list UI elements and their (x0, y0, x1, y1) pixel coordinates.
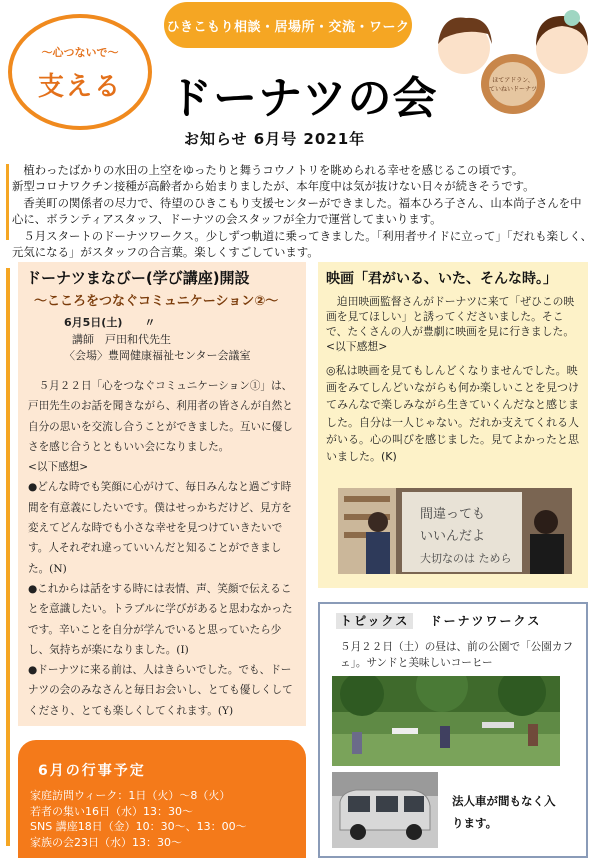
schedule-item: SNS 講座18日（金）10：30〜、13：00〜 (30, 820, 247, 833)
intro-section (12, 162, 592, 260)
logo-subtitle: 〜心つないで〜 (41, 46, 119, 59)
tagline-banner: ひきこもり相談・居場所・交流・ワーク (164, 2, 412, 48)
movie-intro: 迫田映画監督さんがドーナツに来て「ぜひこの映画を見てほしい」と誘ってくださいました。そこで、たくさんの人が豊劇に映画を見に行きました。<以下感想> (326, 295, 575, 353)
topics-label: トピックス (336, 613, 413, 629)
intro-accent-bar (6, 164, 9, 240)
poster-text-3: 大切なのは ためら (420, 552, 512, 565)
left-accent-rule (6, 268, 10, 846)
manabi-body (28, 376, 300, 721)
park-cafe-photo (332, 676, 560, 766)
intro-paragraph-2: 新型コロナワクチン接種が高齢者から始まりましたが、本年度中は気が抜けない日々が続きそうです。 (12, 179, 535, 194)
manabi-lecturer: 講師 戸田和代先生 (72, 333, 171, 346)
logo-main-text: 支える (37, 72, 122, 102)
intro-paragraph-4: ５月スタートのドーナツワークス。少しずつ軌道に乗ってきました。「利用者サイドに立って」「だれも楽しく、元気になる」がスタッフの合言葉。楽しくすごしています。 (12, 228, 593, 260)
mascot-donut-text: ほてアドラン、 (492, 77, 534, 84)
schedule-list (30, 788, 300, 850)
car-caption: 法人車が間もなく入ります。 (452, 794, 556, 830)
manabi-venue: 〈会場〉豊岡健康福祉センター会議室 (64, 349, 251, 362)
topics-body: ５月２２日（土）の昼は、前の公園で「公園カフェ」。サンドと美味しいコーヒー (340, 641, 574, 669)
manabi-date: 6月5日(土) 〃 (64, 316, 156, 329)
mascot-donut-text-2: ていねいドーナツ (489, 86, 537, 93)
movie-comment: ◎私は映画を見てもしんどくなりませんでした。映画をみてしんどいながらも何か楽しいことを見つけてみんなで楽しみながら生きていくんだなと感じました。自分は一人じゃない。だれか支えてくれる人がいる。心の叫びを感じました。見てよかったと思いました。(K) (326, 364, 579, 464)
movie-title: 映画「君がいる、いた、そんな時。」 (326, 271, 557, 287)
topics-title: ドーナツワークス (429, 614, 542, 628)
poster-text: 間違っても (420, 507, 486, 522)
mascot-illustration (432, 4, 596, 124)
manabi-title: ドーナツまなびー(学び講座)開設 (26, 269, 250, 287)
manabi-comment-3: ●ドーナツに来る前は、人はきらいでした。でも、ドーナツの会のみなさんと毎日お会いし、とても優しくしてくださり、とても楽しくしてくれます。(Y) (28, 664, 293, 717)
schedule-item: 家庭訪問ウィーク：1日（火）〜8（火） (30, 789, 231, 802)
intro-paragraph-1: 植わったばかりの水田の上空をゆったりと舞うコウノトリを眺められる幸せを感じるこの頃です。 (23, 163, 524, 177)
topics-heading (336, 612, 541, 629)
issue-label: お知らせ 6月号 2021年 (184, 130, 366, 148)
manabi-subtitle: 〜こころをつなぐコミュニケーション②〜 (34, 294, 279, 309)
manabi-comment-1: ●どんな時でも笑顔に心がけて、毎日みんなと過ごす時間を有意義にしたいです。僕はせっかちだけど、見方を変えてどんな時でも小さな幸せを見つけていきたいです。人それぞれ違っていいんだと知ることができました。(N) (28, 481, 292, 575)
company-car-photo (332, 772, 438, 848)
schedule-item: 家族の会23日（水）13：30〜 (30, 835, 182, 849)
heart-icon (564, 10, 580, 26)
schedule-title: 6月の行事予定 (38, 763, 146, 779)
intro-paragraph-3: 香美町の関係者の尽力で、待望のひきこもり支援センターができました。福本ひろ子さん、山本尚子さんを中心に、ボランティアスタッフ、ドーナツの会スタッフが全力で運営してまいります。 (12, 195, 582, 227)
manabi-comment-2: ●これからは話をする時には表情、声、笑顔で伝えることを意識したい。トラブルに学びがあると思わなかったです。辛いことを自分が学んでいると思っていたら少し、気持ちが楽になりました。(I) (28, 582, 293, 656)
movie-body (326, 294, 582, 354)
manabi-lead: ５月２２日「心をつなぐコミュニケーション①」は、戸田先生のお話を聞きながら、利用者の皆さんが自然と自分の思いを交流し合うことができました。互いに優しさを感じ合うとともいい会になりました。 (28, 380, 293, 453)
schedule-item: 若者の集い16日（水）13：30〜 (30, 804, 193, 818)
manabi-impressions-label: <以下感想> (28, 461, 89, 474)
poster-text-2: いいんだよ (420, 529, 486, 544)
movie-poster-photo (338, 488, 572, 574)
newsletter-title: ドーナツの会 (168, 73, 438, 124)
